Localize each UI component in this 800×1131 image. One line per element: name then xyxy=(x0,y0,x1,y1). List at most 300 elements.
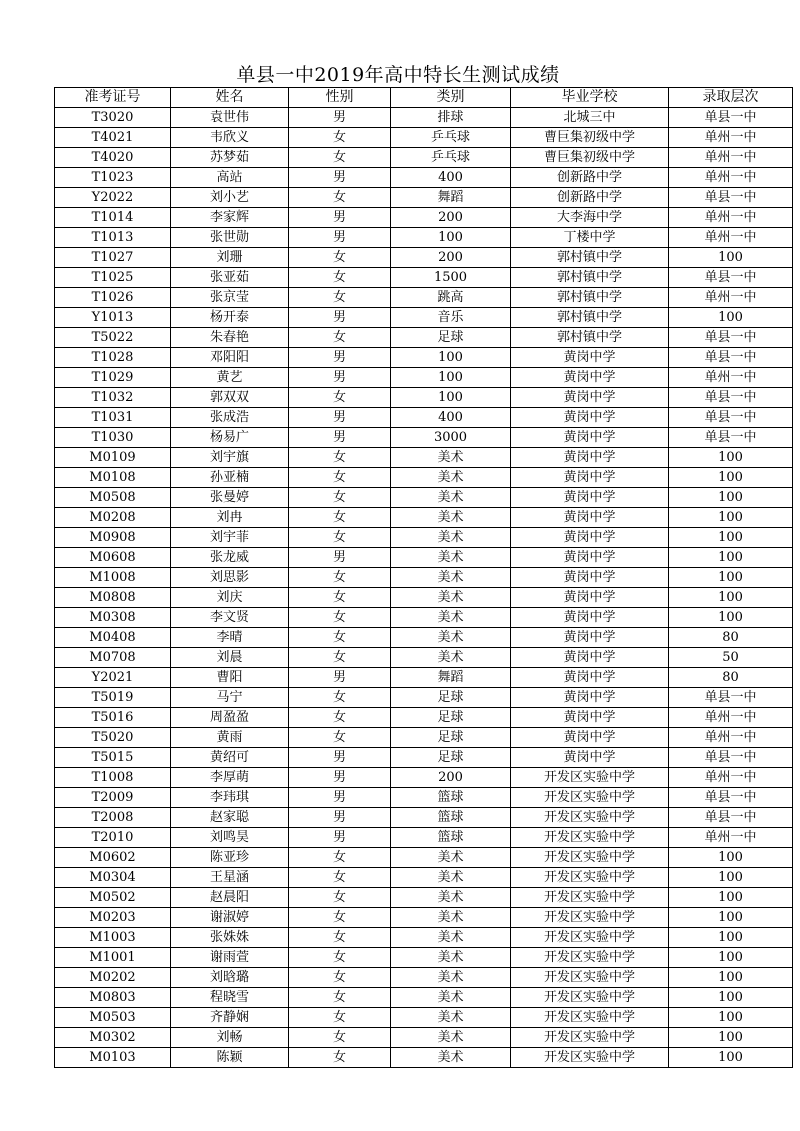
cell-school: 大李海中学 xyxy=(511,208,669,228)
cell-category: 乒乓球 xyxy=(391,148,511,168)
cell-gender: 女 xyxy=(289,148,391,168)
cell-name: 张亚茹 xyxy=(171,268,289,288)
cell-school: 郭村镇中学 xyxy=(511,308,669,328)
cell-name: 郭双双 xyxy=(171,388,289,408)
cell-admission-level: 100 xyxy=(669,848,793,868)
cell-name: 张龙威 xyxy=(171,548,289,568)
cell-name: 袁世伟 xyxy=(171,108,289,128)
cell-name: 曹阳 xyxy=(171,668,289,688)
cell-school: 郭村镇中学 xyxy=(511,288,669,308)
cell-admission-level: 100 xyxy=(669,1008,793,1028)
table-body xyxy=(55,108,793,1068)
table-row xyxy=(55,748,793,768)
cell-admission-level: 100 xyxy=(669,528,793,548)
cell-name: 赵晨阳 xyxy=(171,888,289,908)
cell-name: 程晓雪 xyxy=(171,988,289,1008)
table-row xyxy=(55,828,793,848)
cell-admission-level: 100 xyxy=(669,968,793,988)
cell-name: 张姝姝 xyxy=(171,928,289,948)
cell-admission-level: 50 xyxy=(669,648,793,668)
cell-category: 100 xyxy=(391,228,511,248)
cell-category: 排球 xyxy=(391,108,511,128)
table-row xyxy=(55,348,793,368)
cell-admission-level: 单州一中 xyxy=(669,768,793,788)
cell-school: 开发区实验中学 xyxy=(511,788,669,808)
cell-school: 郭村镇中学 xyxy=(511,268,669,288)
cell-admission-level: 100 xyxy=(669,988,793,1008)
cell-admission-level: 单县一中 xyxy=(669,328,793,348)
cell-school: 创新路中学 xyxy=(511,188,669,208)
cell-admission-level: 100 xyxy=(669,1048,793,1068)
cell-exam-id: M0208 xyxy=(55,508,171,528)
cell-category: 音乐 xyxy=(391,308,511,328)
cell-school: 北城三中 xyxy=(511,108,669,128)
cell-school: 黄岗中学 xyxy=(511,508,669,528)
cell-school: 曹巨集初级中学 xyxy=(511,128,669,148)
table-row xyxy=(55,1048,793,1068)
cell-school: 开发区实验中学 xyxy=(511,888,669,908)
cell-category: 200 xyxy=(391,208,511,228)
cell-gender: 男 xyxy=(289,748,391,768)
cell-exam-id: T1030 xyxy=(55,428,171,448)
cell-name: 刘庆 xyxy=(171,588,289,608)
cell-name: 刘晗璐 xyxy=(171,968,289,988)
cell-name: 刘珊 xyxy=(171,248,289,268)
cell-exam-id: M0508 xyxy=(55,488,171,508)
cell-exam-id: M1003 xyxy=(55,928,171,948)
cell-category: 美术 xyxy=(391,628,511,648)
cell-gender: 男 xyxy=(289,808,391,828)
cell-category: 篮球 xyxy=(391,828,511,848)
cell-name: 李晴 xyxy=(171,628,289,648)
cell-admission-level: 100 xyxy=(669,588,793,608)
cell-admission-level: 单县一中 xyxy=(669,788,793,808)
cell-school: 开发区实验中学 xyxy=(511,928,669,948)
cell-category: 美术 xyxy=(391,508,511,528)
cell-exam-id: T2008 xyxy=(55,808,171,828)
cell-admission-level: 单县一中 xyxy=(669,688,793,708)
cell-exam-id: M0203 xyxy=(55,908,171,928)
cell-category: 美术 xyxy=(391,488,511,508)
table-row xyxy=(55,888,793,908)
cell-exam-id: M1008 xyxy=(55,568,171,588)
cell-exam-id: T1028 xyxy=(55,348,171,368)
cell-name: 刘鸣昊 xyxy=(171,828,289,848)
cell-exam-id: T3020 xyxy=(55,108,171,128)
cell-school: 黄岗中学 xyxy=(511,428,669,448)
cell-exam-id: T5015 xyxy=(55,748,171,768)
cell-name: 周盈盈 xyxy=(171,708,289,728)
cell-category: 美术 xyxy=(391,1008,511,1028)
cell-name: 张曼婷 xyxy=(171,488,289,508)
table-row xyxy=(55,668,793,688)
table-row xyxy=(55,368,793,388)
cell-school: 黄岗中学 xyxy=(511,408,669,428)
cell-exam-id: M0503 xyxy=(55,1008,171,1028)
table-row xyxy=(55,548,793,568)
cell-admission-level: 100 xyxy=(669,1028,793,1048)
cell-school: 丁楼中学 xyxy=(511,228,669,248)
cell-gender: 男 xyxy=(289,348,391,368)
table-row xyxy=(55,308,793,328)
table-row xyxy=(55,108,793,128)
cell-school: 黄岗中学 xyxy=(511,728,669,748)
cell-admission-level: 单州一中 xyxy=(669,228,793,248)
cell-exam-id: M0103 xyxy=(55,1048,171,1068)
cell-exam-id: M0108 xyxy=(55,468,171,488)
cell-admission-level: 100 xyxy=(669,908,793,928)
cell-name: 杨开泰 xyxy=(171,308,289,328)
cell-admission-level: 100 xyxy=(669,488,793,508)
cell-gender: 男 xyxy=(289,428,391,448)
table-row xyxy=(55,168,793,188)
cell-exam-id: M1001 xyxy=(55,948,171,968)
cell-admission-level: 80 xyxy=(669,628,793,648)
cell-gender: 女 xyxy=(289,948,391,968)
cell-school: 开发区实验中学 xyxy=(511,908,669,928)
cell-admission-level: 单县一中 xyxy=(669,268,793,288)
cell-admission-level: 单州一中 xyxy=(669,128,793,148)
cell-admission-level: 单州一中 xyxy=(669,208,793,228)
cell-gender: 男 xyxy=(289,228,391,248)
cell-school: 开发区实验中学 xyxy=(511,868,669,888)
cell-school: 开发区实验中学 xyxy=(511,1028,669,1048)
cell-school: 开发区实验中学 xyxy=(511,828,669,848)
cell-category: 美术 xyxy=(391,588,511,608)
table-row xyxy=(55,568,793,588)
table-row xyxy=(55,1028,793,1048)
table-row xyxy=(55,408,793,428)
table-row xyxy=(55,688,793,708)
cell-admission-level: 100 xyxy=(669,468,793,488)
cell-category: 100 xyxy=(391,348,511,368)
cell-category: 乒乓球 xyxy=(391,128,511,148)
cell-admission-level: 单州一中 xyxy=(669,728,793,748)
cell-school: 黄岗中学 xyxy=(511,388,669,408)
cell-name: 黄绍可 xyxy=(171,748,289,768)
cell-exam-id: T1025 xyxy=(55,268,171,288)
cell-name: 刘冉 xyxy=(171,508,289,528)
cell-category: 美术 xyxy=(391,648,511,668)
cell-exam-id: Y2022 xyxy=(55,188,171,208)
cell-name: 刘思影 xyxy=(171,568,289,588)
cell-category: 400 xyxy=(391,168,511,188)
table-row xyxy=(55,648,793,668)
cell-gender: 男 xyxy=(289,168,391,188)
cell-school: 黄岗中学 xyxy=(511,448,669,468)
cell-category: 舞蹈 xyxy=(391,188,511,208)
cell-category: 美术 xyxy=(391,1028,511,1048)
header-gender: 性别 xyxy=(289,88,391,108)
cell-school: 黄岗中学 xyxy=(511,708,669,728)
table-row xyxy=(55,288,793,308)
cell-gender: 女 xyxy=(289,1028,391,1048)
cell-school: 开发区实验中学 xyxy=(511,1008,669,1028)
cell-school: 黄岗中学 xyxy=(511,688,669,708)
cell-school: 开发区实验中学 xyxy=(511,808,669,828)
table-row xyxy=(55,128,793,148)
cell-exam-id: T5022 xyxy=(55,328,171,348)
cell-admission-level: 单县一中 xyxy=(669,428,793,448)
cell-admission-level: 单州一中 xyxy=(669,828,793,848)
cell-gender: 女 xyxy=(289,608,391,628)
cell-category: 3000 xyxy=(391,428,511,448)
table-row xyxy=(55,608,793,628)
cell-name: 刘小艺 xyxy=(171,188,289,208)
cell-exam-id: T1008 xyxy=(55,768,171,788)
cell-name: 张京莹 xyxy=(171,288,289,308)
cell-name: 李厚萌 xyxy=(171,768,289,788)
table-row xyxy=(55,248,793,268)
cell-name: 赵家聪 xyxy=(171,808,289,828)
header-category: 类别 xyxy=(391,88,511,108)
cell-gender: 女 xyxy=(289,1008,391,1028)
table-row xyxy=(55,328,793,348)
cell-admission-level: 单县一中 xyxy=(669,748,793,768)
cell-gender: 女 xyxy=(289,908,391,928)
cell-gender: 女 xyxy=(289,988,391,1008)
cell-admission-level: 单州一中 xyxy=(669,368,793,388)
table-row xyxy=(55,1008,793,1028)
cell-admission-level: 100 xyxy=(669,948,793,968)
cell-category: 美术 xyxy=(391,988,511,1008)
cell-admission-level: 单州一中 xyxy=(669,708,793,728)
cell-gender: 女 xyxy=(289,528,391,548)
cell-name: 张世勋 xyxy=(171,228,289,248)
cell-category: 200 xyxy=(391,768,511,788)
table-row xyxy=(55,808,793,828)
cell-name: 韦欣义 xyxy=(171,128,289,148)
table-row xyxy=(55,628,793,648)
cell-school: 创新路中学 xyxy=(511,168,669,188)
cell-gender: 女 xyxy=(289,1048,391,1068)
cell-name: 陈亚珍 xyxy=(171,848,289,868)
cell-name: 李玮琪 xyxy=(171,788,289,808)
cell-category: 美术 xyxy=(391,528,511,548)
cell-name: 刘晨 xyxy=(171,648,289,668)
cell-name: 谢雨萱 xyxy=(171,948,289,968)
table-row xyxy=(55,388,793,408)
cell-gender: 女 xyxy=(289,888,391,908)
cell-admission-level: 100 xyxy=(669,248,793,268)
cell-exam-id: Y2021 xyxy=(55,668,171,688)
cell-exam-id: M0202 xyxy=(55,968,171,988)
page-title: 单县一中2019年高中特长生测试成绩 xyxy=(236,64,560,86)
cell-school: 黄岗中学 xyxy=(511,368,669,388)
cell-gender: 女 xyxy=(289,268,391,288)
cell-name: 刘宇旗 xyxy=(171,448,289,468)
cell-category: 足球 xyxy=(391,748,511,768)
cell-exam-id: T1029 xyxy=(55,368,171,388)
cell-school: 黄岗中学 xyxy=(511,628,669,648)
cell-gender: 女 xyxy=(289,288,391,308)
cell-gender: 女 xyxy=(289,448,391,468)
table-row xyxy=(55,528,793,548)
cell-category: 美术 xyxy=(391,848,511,868)
cell-exam-id: M0408 xyxy=(55,628,171,648)
cell-exam-id: T1032 xyxy=(55,388,171,408)
cell-admission-level: 单州一中 xyxy=(669,168,793,188)
cell-gender: 男 xyxy=(289,668,391,688)
cell-name: 李家辉 xyxy=(171,208,289,228)
cell-exam-id: M0708 xyxy=(55,648,171,668)
table-row xyxy=(55,928,793,948)
cell-gender: 女 xyxy=(289,188,391,208)
cell-gender: 女 xyxy=(289,568,391,588)
cell-gender: 男 xyxy=(289,308,391,328)
cell-category: 篮球 xyxy=(391,808,511,828)
cell-gender: 女 xyxy=(289,648,391,668)
cell-category: 足球 xyxy=(391,328,511,348)
cell-name: 邓阳阳 xyxy=(171,348,289,368)
cell-exam-id: M0304 xyxy=(55,868,171,888)
cell-admission-level: 100 xyxy=(669,548,793,568)
cell-name: 张成浩 xyxy=(171,408,289,428)
cell-name: 孙亚楠 xyxy=(171,468,289,488)
cell-school: 开发区实验中学 xyxy=(511,968,669,988)
scores-table xyxy=(54,87,793,1068)
header-school: 毕业学校 xyxy=(511,88,669,108)
cell-school: 黄岗中学 xyxy=(511,528,669,548)
table-row xyxy=(55,468,793,488)
cell-name: 刘宇菲 xyxy=(171,528,289,548)
cell-name: 杨易广 xyxy=(171,428,289,448)
cell-gender: 女 xyxy=(289,468,391,488)
cell-exam-id: T2009 xyxy=(55,788,171,808)
table-row xyxy=(55,908,793,928)
cell-category: 美术 xyxy=(391,948,511,968)
cell-admission-level: 单州一中 xyxy=(669,288,793,308)
cell-exam-id: T1026 xyxy=(55,288,171,308)
cell-category: 200 xyxy=(391,248,511,268)
table-row xyxy=(55,848,793,868)
cell-category: 篮球 xyxy=(391,788,511,808)
cell-exam-id: T4021 xyxy=(55,128,171,148)
cell-exam-id: T1023 xyxy=(55,168,171,188)
cell-exam-id: Y1013 xyxy=(55,308,171,328)
cell-exam-id: M0803 xyxy=(55,988,171,1008)
cell-gender: 女 xyxy=(289,628,391,648)
cell-category: 美术 xyxy=(391,468,511,488)
cell-exam-id: T5020 xyxy=(55,728,171,748)
cell-exam-id: M0602 xyxy=(55,848,171,868)
table-row xyxy=(55,768,793,788)
cell-admission-level: 单县一中 xyxy=(669,348,793,368)
table-row xyxy=(55,268,793,288)
table-row xyxy=(55,508,793,528)
cell-exam-id: T5019 xyxy=(55,688,171,708)
cell-name: 高站 xyxy=(171,168,289,188)
cell-category: 美术 xyxy=(391,928,511,948)
table-row xyxy=(55,208,793,228)
cell-name: 朱春艳 xyxy=(171,328,289,348)
cell-gender: 女 xyxy=(289,708,391,728)
table-row xyxy=(55,988,793,1008)
cell-exam-id: T1027 xyxy=(55,248,171,268)
cell-gender: 女 xyxy=(289,728,391,748)
cell-category: 美术 xyxy=(391,1048,511,1068)
cell-school: 黄岗中学 xyxy=(511,668,669,688)
cell-category: 美术 xyxy=(391,448,511,468)
cell-category: 美术 xyxy=(391,968,511,988)
cell-admission-level: 单县一中 xyxy=(669,108,793,128)
cell-category: 美术 xyxy=(391,868,511,888)
cell-gender: 女 xyxy=(289,388,391,408)
table-row xyxy=(55,788,793,808)
cell-school: 开发区实验中学 xyxy=(511,988,669,1008)
cell-name: 谢淑婷 xyxy=(171,908,289,928)
cell-gender: 女 xyxy=(289,968,391,988)
cell-school: 黄岗中学 xyxy=(511,748,669,768)
cell-gender: 男 xyxy=(289,108,391,128)
cell-gender: 女 xyxy=(289,588,391,608)
table-row xyxy=(55,148,793,168)
cell-admission-level: 100 xyxy=(669,608,793,628)
cell-gender: 女 xyxy=(289,928,391,948)
table-header-row xyxy=(55,88,793,108)
cell-school: 黄岗中学 xyxy=(511,588,669,608)
cell-admission-level: 100 xyxy=(669,308,793,328)
table-row xyxy=(55,588,793,608)
cell-school: 黄岗中学 xyxy=(511,488,669,508)
cell-exam-id: M0109 xyxy=(55,448,171,468)
cell-exam-id: T1014 xyxy=(55,208,171,228)
cell-gender: 女 xyxy=(289,508,391,528)
cell-exam-id: M0808 xyxy=(55,588,171,608)
cell-exam-id: M0908 xyxy=(55,528,171,548)
header-name: 姓名 xyxy=(171,88,289,108)
cell-name: 黄雨 xyxy=(171,728,289,748)
cell-gender: 男 xyxy=(289,788,391,808)
cell-exam-id: M0308 xyxy=(55,608,171,628)
table-row xyxy=(55,948,793,968)
cell-name: 马宁 xyxy=(171,688,289,708)
cell-name: 王星涵 xyxy=(171,868,289,888)
cell-gender: 女 xyxy=(289,688,391,708)
cell-name: 黄艺 xyxy=(171,368,289,388)
cell-admission-level: 100 xyxy=(669,888,793,908)
cell-category: 1500 xyxy=(391,268,511,288)
cell-category: 足球 xyxy=(391,708,511,728)
cell-gender: 男 xyxy=(289,208,391,228)
cell-name: 苏梦茹 xyxy=(171,148,289,168)
cell-gender: 男 xyxy=(289,768,391,788)
cell-category: 400 xyxy=(391,408,511,428)
header-exam-id: 准考证号 xyxy=(55,88,171,108)
cell-school: 郭村镇中学 xyxy=(511,328,669,348)
cell-school: 开发区实验中学 xyxy=(511,848,669,868)
table-row xyxy=(55,488,793,508)
cell-category: 足球 xyxy=(391,728,511,748)
cell-admission-level: 80 xyxy=(669,668,793,688)
cell-category: 跳高 xyxy=(391,288,511,308)
table-row xyxy=(55,968,793,988)
cell-school: 黄岗中学 xyxy=(511,548,669,568)
cell-gender: 女 xyxy=(289,328,391,348)
cell-admission-level: 100 xyxy=(669,448,793,468)
cell-exam-id: T5016 xyxy=(55,708,171,728)
cell-gender: 女 xyxy=(289,488,391,508)
cell-category: 美术 xyxy=(391,548,511,568)
cell-school: 曹巨集初级中学 xyxy=(511,148,669,168)
cell-category: 舞蹈 xyxy=(391,668,511,688)
table-row xyxy=(55,188,793,208)
cell-gender: 男 xyxy=(289,408,391,428)
table-row xyxy=(55,228,793,248)
table-row xyxy=(55,708,793,728)
cell-category: 100 xyxy=(391,368,511,388)
cell-gender: 男 xyxy=(289,828,391,848)
